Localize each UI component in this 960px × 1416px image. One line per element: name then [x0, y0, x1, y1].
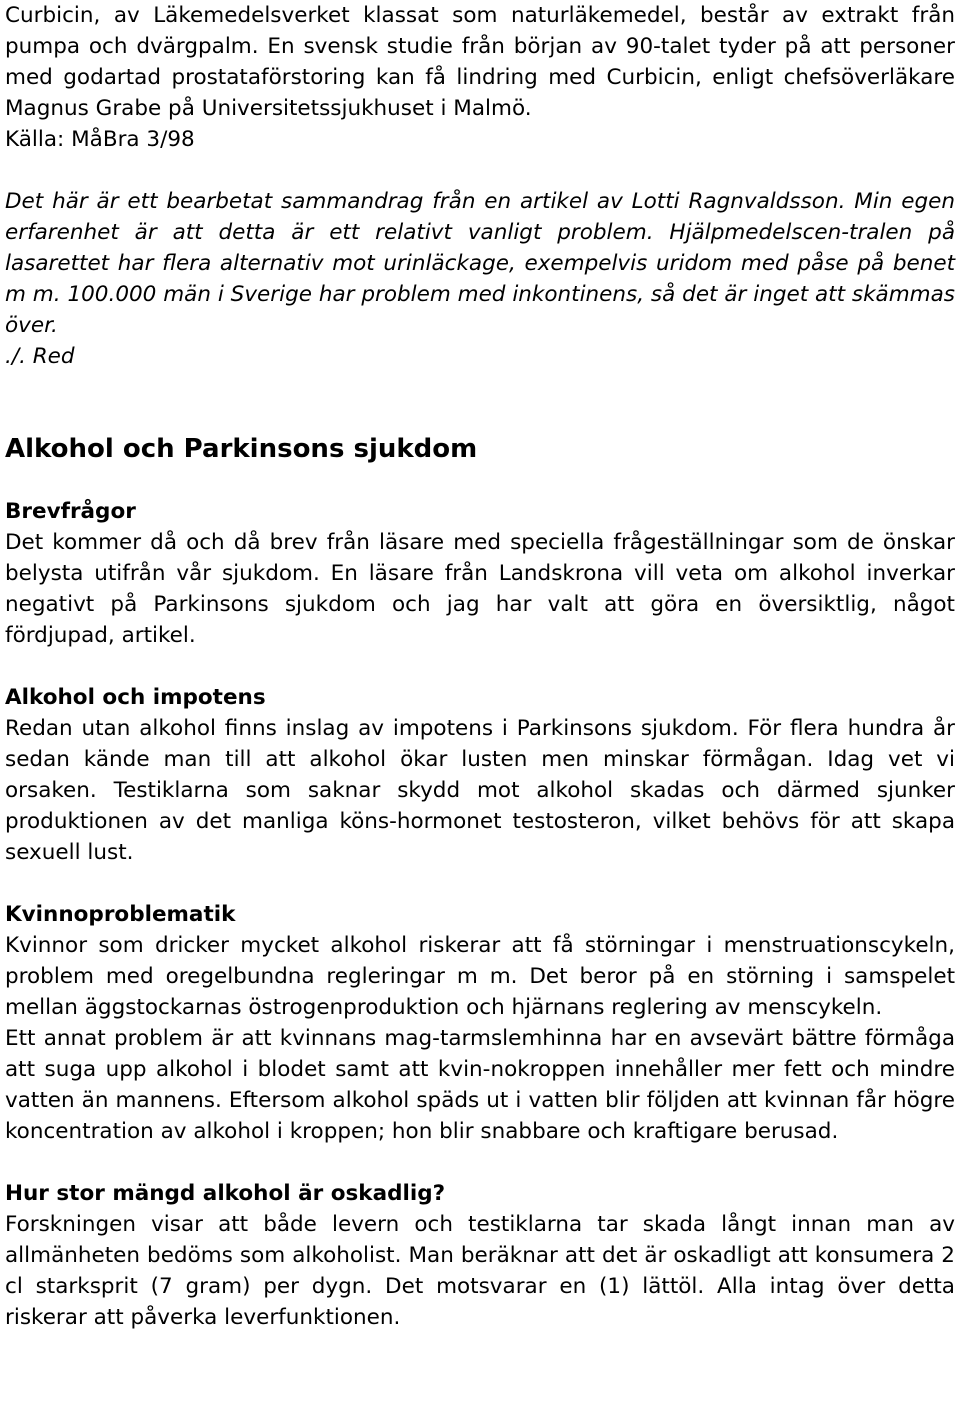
- spacer: [5, 1147, 955, 1178]
- section-heading: Hur stor mängd alkohol är oskadlig?: [5, 1181, 446, 1206]
- spacer: [5, 372, 955, 434]
- spacer: [5, 465, 955, 496]
- editor-signature: ./. Red: [5, 344, 75, 369]
- section-alkohol-och-impotens: [5, 682, 955, 868]
- section-heading: Kvinnoproblematik: [5, 902, 236, 927]
- section-paragraph: Kvinnor som dricker mycket alkohol riskerar att få störningar i menstruationscykeln, problem med oregelbundna regleringar m m. Det beror på en störning i samspelet mellan äggstockarnas östrogenproduktion och hjärnans reglering av menscykeln.: [5, 933, 955, 1020]
- section-paragraph: Ett annat problem är att kvinnans mag-tarmslemhinna har en avsevärt bättre förmåga att suga upp alkohol i blodet samt att kvin-nokroppen innehåller mer fett och mindre vatten än mannens. Eftersom alkohol späds ut i vatten blir följden att kvinnan får högre koncentration av alkohol i kroppen; hon blir snabbare och kraftigare berusad.: [5, 1026, 955, 1144]
- spacer: [5, 868, 955, 899]
- intro-paragraph: Curbicin, av Läkemedelsverket klassat som naturläkemedel, består av extrakt från pumpa och dvärgpalm. En svensk studie från början av 90-talet tyder på att personer med godartad prostataförstoring kan få lindring med Curbicin, enligt chefsöverläkare Magnus Grabe på Universitetssjukhuset i Malmö.: [5, 3, 955, 121]
- spacer: [5, 155, 955, 186]
- section-heading: Alkohol och impotens: [5, 685, 266, 710]
- editor-note: Det här är ett bearbetat sammandrag från en artikel av Lotti Ragnvaldsson. Min egen erfarenhet är att detta är ett relativt vanligt problem. Hjälpmedelscen-tralen på lasarettet har flera alternativ mot urinläckage, exempelvis uridom med påse på benet m m. 100.000 män i Sverige har problem med inkontinens, så det är inget att skämmas över.: [5, 189, 955, 338]
- article-title: Alkohol och Parkinsons sjukdom: [5, 434, 478, 464]
- section-paragraph: Det kommer då och då brev från läsare med speciella frågeställningar som de önskar belysta utifrån vår sjukdom. En läsare från Landskrona vill veta om alkohol inverkar negativt på Parkinsons sjukdom och jag har valt att göra en översiktlig, något fördjupad, artikel.: [5, 530, 955, 648]
- spacer: [5, 651, 955, 682]
- section-brevfragor: [5, 496, 955, 651]
- section-oskadlig-mangd: [5, 1178, 955, 1333]
- section-paragraph: Forskningen visar att både levern och testiklarna tar skada långt innan man av allmänheten bedöms som alkoholist. Man beräknar att det är oskadligt att konsumera 2 cl starksprit (7 gram) per dygn. Det motsvarar en (1) lättöl. Alla intag över detta riskerar att påverka leverfunktionen.: [5, 1212, 955, 1330]
- intro-source: Källa: MåBra 3/98: [5, 127, 195, 152]
- section-heading: Brevfrågor: [5, 499, 136, 524]
- section-kvinnoproblematik: [5, 899, 955, 1147]
- document-page: [5, 0, 955, 1333]
- section-paragraph: Redan utan alkohol finns inslag av impotens i Parkinsons sjukdom. För flera hundra år sedan kände man till att alkohol ökar lusten men minskar förmågan. Idag vet vi orsaken. Testiklarna som saknar skydd mot alkohol skadas och därmed sjunker produktionen av det manliga köns-hormonet testosteron, vilket behövs för att skapa sexuell lust.: [5, 716, 955, 865]
